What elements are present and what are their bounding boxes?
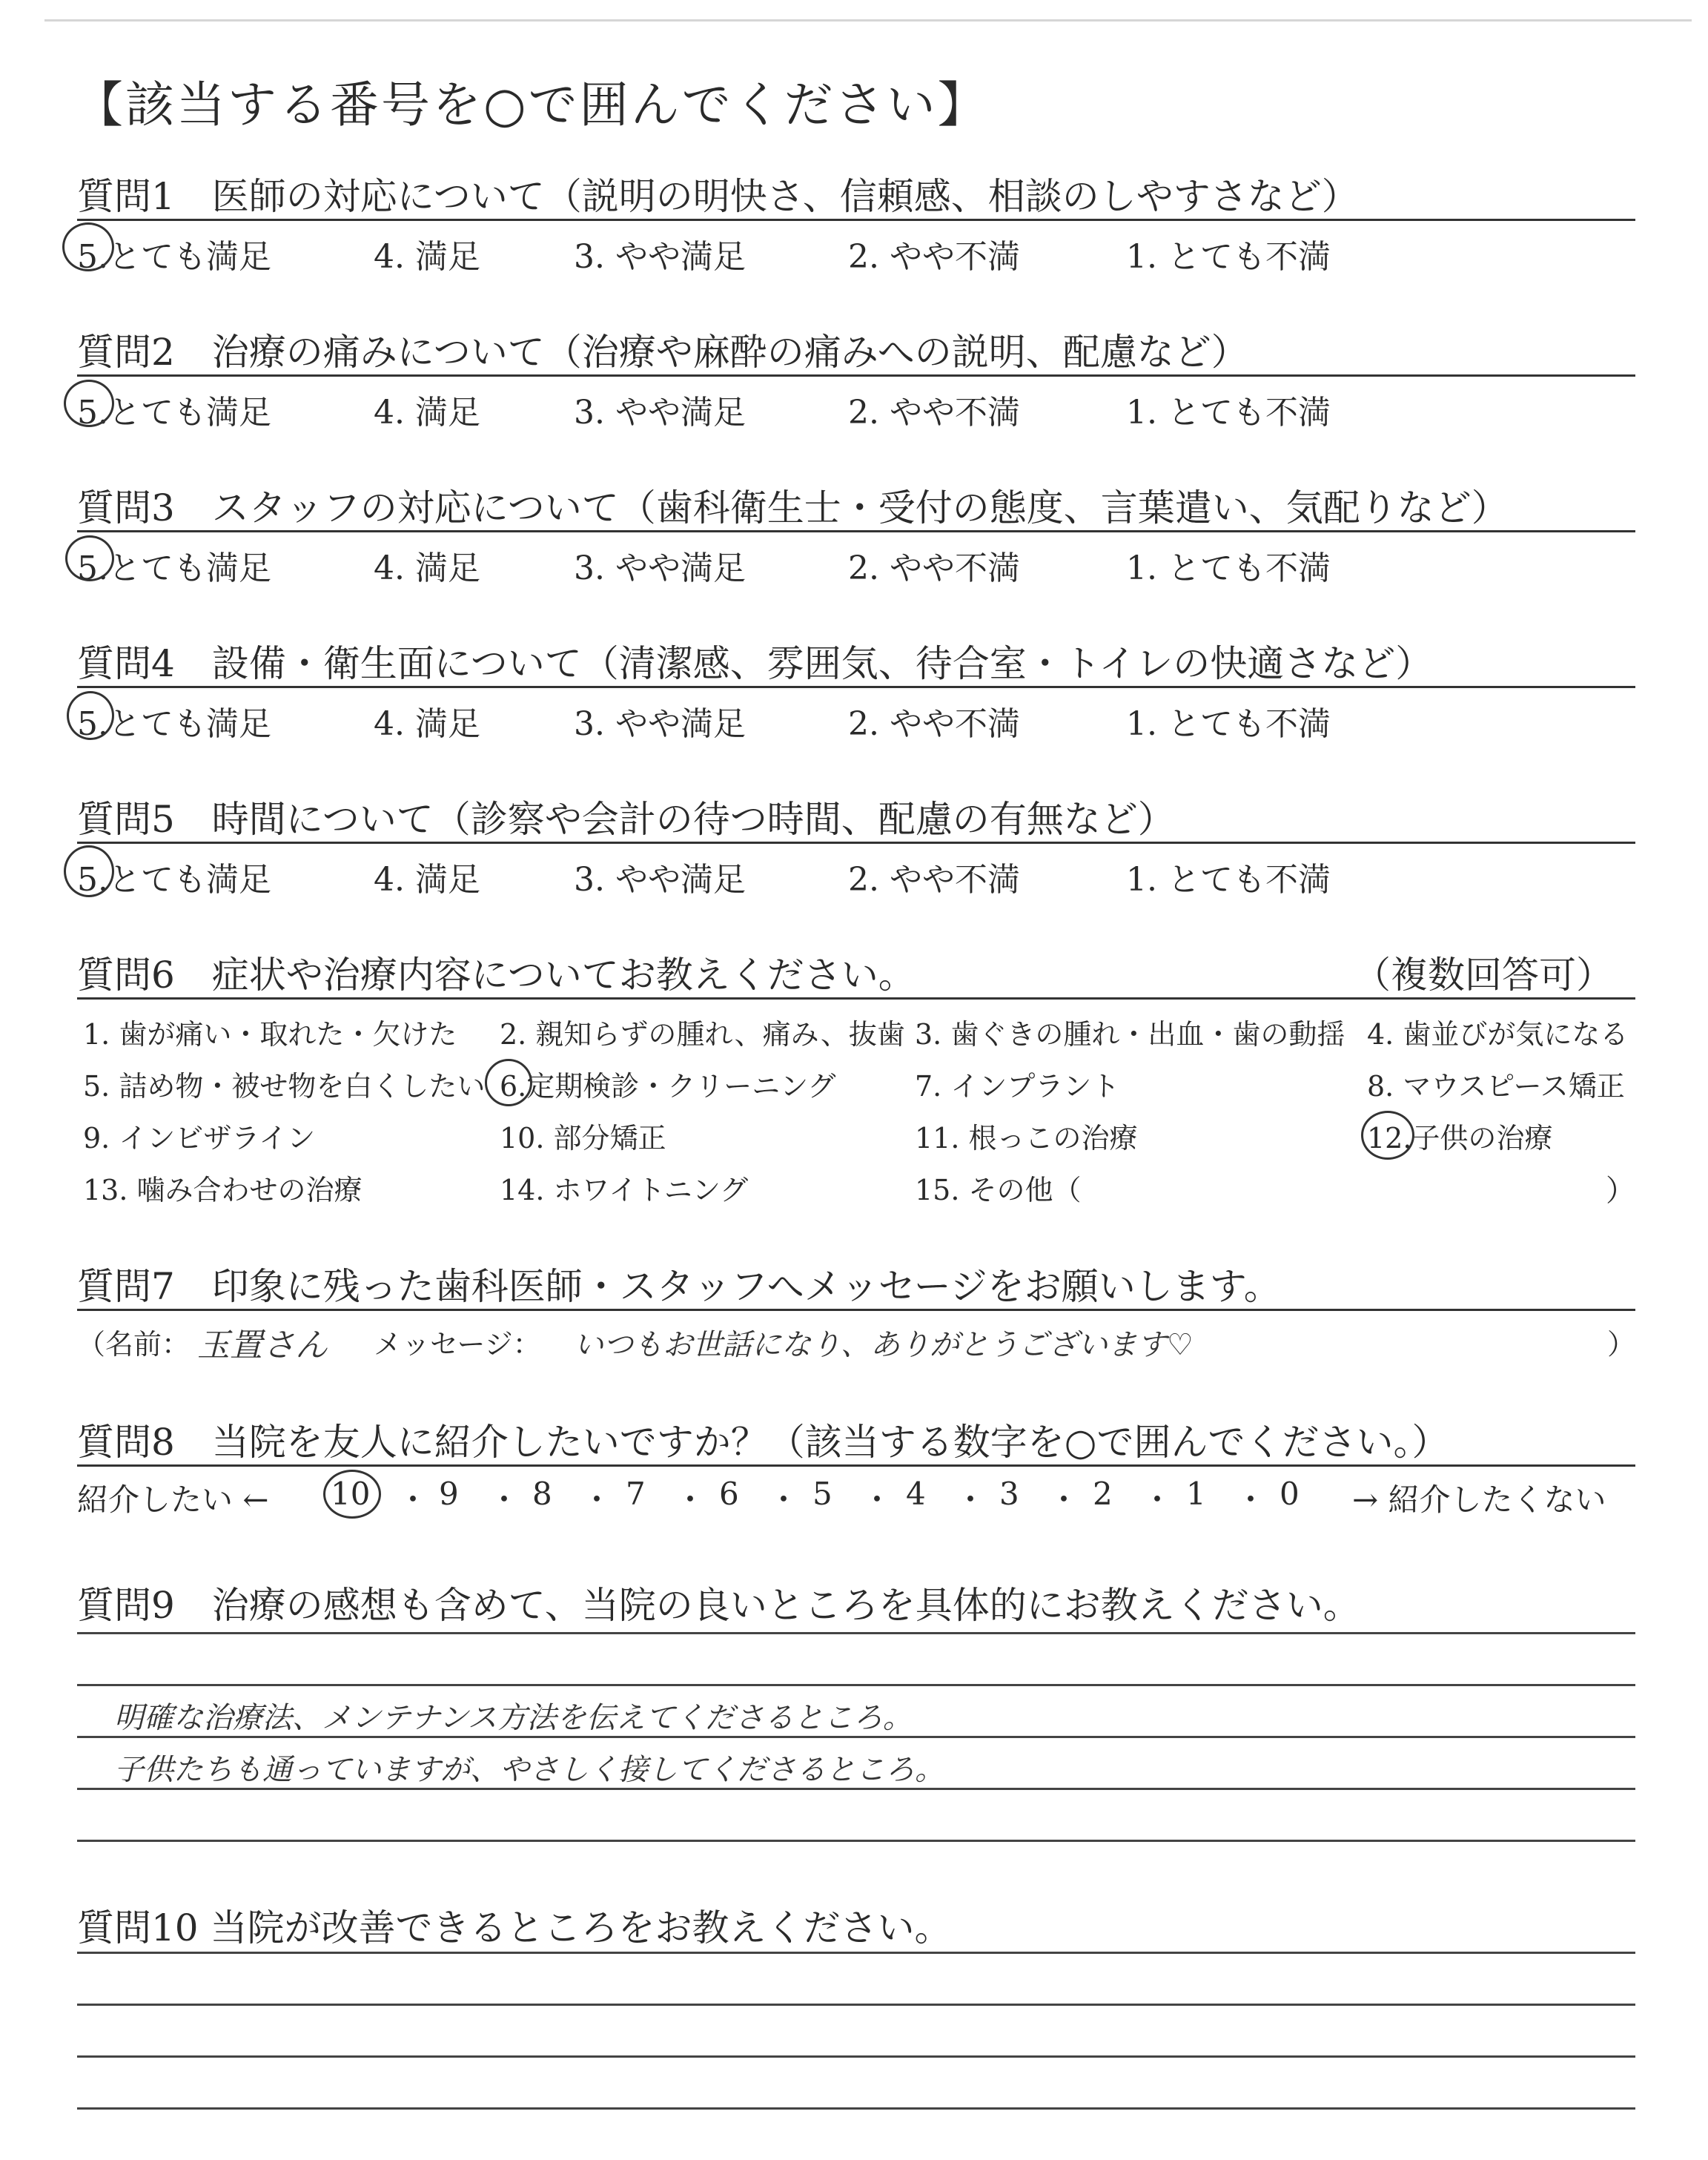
symptom-option[interactable]: 1. 歯が痛い・取れた・欠けた: [83, 1018, 457, 1051]
symptom-option[interactable]: 15. その他（: [915, 1174, 1082, 1206]
option-3[interactable]: 3. やや満足: [574, 238, 746, 276]
scale-separator: ・: [1142, 1482, 1174, 1518]
symptom-option[interactable]: 12.子供の治療: [1367, 1122, 1553, 1155]
question-title: 質問4 設備・衛生面について（清潔感、雰囲気、待合室・トイレの快適さなど）: [77, 642, 1433, 685]
scale-value[interactable]: 8: [532, 1476, 552, 1512]
name-label: （名前：: [77, 1328, 191, 1361]
scale-value[interactable]: 4: [906, 1476, 926, 1512]
scale-value[interactable]: 2: [1093, 1476, 1113, 1512]
symptom-options-grid: [77, 1000, 1635, 1215]
question-title: 質問3 スタッフの対応について（歯科衛生士・受付の態度、言葉遣い、気配りなど）: [77, 486, 1509, 529]
scale-value[interactable]: 5: [812, 1476, 833, 1512]
symptom-option[interactable]: 5. 詰め物・被せ物を白くしたい: [83, 1070, 486, 1103]
scale-separator: ・: [861, 1482, 893, 1518]
option-1[interactable]: 1. とても不満: [1126, 238, 1331, 276]
scale-value[interactable]: 1: [1186, 1476, 1206, 1512]
hand-drawn-circle-selection: [64, 845, 114, 897]
rating-row: [77, 532, 1635, 587]
symptom-option[interactable]: 9. インビザライン: [83, 1122, 316, 1155]
recommend-scale: [77, 1467, 1635, 1519]
question-6: [77, 945, 1635, 1215]
recommend-left-label: 紹介したい ←: [77, 1482, 269, 1518]
question-8: [77, 1413, 1635, 1519]
message-row: [77, 1311, 1635, 1364]
scale-separator: ・: [955, 1482, 987, 1518]
scale-value[interactable]: 7: [626, 1476, 646, 1512]
recommend-right-label: → 紹介したくない: [1352, 1482, 1606, 1518]
symptom-option[interactable]: 8. マウスピース矯正: [1367, 1070, 1625, 1103]
option-1[interactable]: 1. とても不満: [1126, 394, 1331, 432]
scale-separator: ・: [581, 1482, 613, 1518]
hand-drawn-circle-selection: [64, 380, 114, 427]
hand-drawn-circle-selection: [323, 1470, 381, 1519]
rating-row: [77, 221, 1635, 276]
question-3: [77, 478, 1635, 587]
option-3[interactable]: 3. やや満足: [574, 861, 746, 899]
question-7: [77, 1257, 1635, 1364]
question-1: [77, 167, 1635, 276]
option-4[interactable]: 4. 満足: [374, 861, 480, 899]
question-title: 質問8 当院を友人に紹介したいですか？（該当する数字を○で囲んでください。）: [77, 1421, 1449, 1464]
question-title: 質問5 時間について（診察や会計の待つ時間、配慮の有無など）: [77, 798, 1175, 841]
question-title: 質問7 印象に残った歯科医師・スタッフへメッセージをお願いします。: [77, 1265, 1281, 1308]
hand-drawn-circle-selection: [62, 222, 114, 271]
question-10: [77, 1898, 1635, 2150]
scale-value[interactable]: 9: [439, 1476, 459, 1512]
option-5[interactable]: 5.とても満足: [77, 238, 271, 276]
option-3[interactable]: 3. やや満足: [574, 394, 746, 432]
scale-value[interactable]: 6: [719, 1476, 739, 1512]
option-5[interactable]: 5.とても満足: [77, 705, 271, 743]
symptom-option[interactable]: 10. 部分矯正: [500, 1122, 666, 1155]
hand-drawn-circle-selection: [485, 1059, 532, 1106]
option-4[interactable]: 4. 満足: [374, 238, 480, 276]
question-title: 質問2 治療の痛みについて（治療や麻酔の痛みへの説明、配慮など）: [77, 331, 1248, 374]
rating-row: [77, 377, 1635, 432]
scale-separator: ・: [675, 1482, 706, 1518]
scale-separator: ・: [489, 1482, 520, 1518]
option-5[interactable]: 5.とても満足: [77, 861, 271, 899]
symptom-option[interactable]: 11. 根っこの治療: [915, 1122, 1138, 1155]
answer-line: [77, 1840, 1635, 1842]
instruction-header: 【該当する番号を○で囲んでください】: [74, 76, 989, 133]
option-4[interactable]: 4. 満足: [374, 705, 480, 743]
other-close-paren: ）: [1606, 1174, 1635, 1208]
rating-row: [77, 688, 1635, 743]
question-4: [77, 634, 1635, 743]
multiple-answers-note: （複数回答可）: [1354, 954, 1613, 997]
option-1[interactable]: 1. とても不満: [1126, 549, 1331, 587]
message-label: メッセージ：: [374, 1328, 541, 1361]
question-2: [77, 323, 1635, 432]
handwritten-answer[interactable]: 子供たちも通っていますが、やさしく接してくださるところ。: [114, 1753, 944, 1787]
option-2[interactable]: 2. やや不満: [848, 238, 1020, 276]
hand-drawn-circle-selection: [67, 691, 114, 740]
symptom-option[interactable]: 13. 噛み合わせの治療: [83, 1174, 363, 1206]
answer-line: [77, 1684, 1635, 1686]
scale-separator: ・: [1048, 1482, 1080, 1518]
hand-drawn-circle-selection: [1361, 1111, 1414, 1160]
option-3[interactable]: 3. やや満足: [574, 549, 746, 587]
scan-top-edge: [44, 19, 1692, 22]
option-3[interactable]: 3. やや満足: [574, 705, 746, 743]
question-title: 質問10 当院が改善できるところをお教えください。: [77, 1906, 952, 1949]
option-2[interactable]: 2. やや不満: [848, 394, 1020, 432]
option-4[interactable]: 4. 満足: [374, 394, 480, 432]
scale-value[interactable]: 0: [1280, 1476, 1300, 1512]
symptom-option[interactable]: 3. 歯ぐきの腫れ・出血・歯の動揺: [915, 1018, 1345, 1051]
question-title: 質問9 治療の感想も含めて、当院の良いところを具体的にお教えください。: [77, 1584, 1360, 1627]
symptom-option[interactable]: 7. インプラント: [915, 1070, 1120, 1103]
option-2[interactable]: 2. やや不満: [848, 549, 1020, 587]
answer-line: [77, 2055, 1635, 2058]
scale-separator: ・: [768, 1482, 800, 1518]
symptom-option[interactable]: 14. ホワイトニング: [500, 1174, 749, 1206]
symptom-option[interactable]: 2. 親知らずの腫れ、痛み、抜歯: [500, 1018, 905, 1051]
option-1[interactable]: 1. とても不満: [1126, 861, 1331, 899]
rating-row: [77, 844, 1635, 899]
answer-line: [77, 1632, 1635, 1634]
symptom-option[interactable]: 6.定期検診・クリーニング: [500, 1070, 836, 1103]
scale-separator: ・: [1235, 1482, 1267, 1518]
question-title: 質問6 症状や治療内容についてお教えください。: [77, 954, 916, 997]
symptom-option[interactable]: 4. 歯並びが気になる: [1367, 1018, 1629, 1051]
message-close-paren: ）: [1606, 1328, 1635, 1361]
option-2[interactable]: 2. やや不満: [848, 861, 1020, 899]
message-value[interactable]: いつもお世話になり、ありがとうございます♡: [574, 1328, 1194, 1362]
question-5: [77, 790, 1635, 899]
option-4[interactable]: 4. 満足: [374, 549, 480, 587]
option-5[interactable]: 5.とても満足: [77, 549, 271, 587]
scale-separator: ・: [397, 1482, 429, 1518]
scale-value[interactable]: 10: [331, 1476, 371, 1512]
answer-line: [77, 1952, 1635, 1954]
name-value[interactable]: 玉置さん: [197, 1327, 328, 1364]
answer-line: [77, 2107, 1635, 2110]
question-9: [77, 1576, 1635, 1843]
question-title: 質問1 医師の対応について（説明の明快さ、信頼感、相談のしやすさなど）: [77, 175, 1359, 218]
scale-value[interactable]: 3: [999, 1476, 1019, 1512]
option-5[interactable]: 5.とても満足: [77, 394, 271, 432]
handwritten-answer[interactable]: 明確な治療法、メンテナンス方法を伝えてくださるところ。: [114, 1701, 913, 1735]
option-1[interactable]: 1. とても不満: [1126, 705, 1331, 743]
answer-line: [77, 2004, 1635, 2006]
hand-drawn-circle-selection: [65, 535, 114, 581]
option-2[interactable]: 2. やや不満: [848, 705, 1020, 743]
